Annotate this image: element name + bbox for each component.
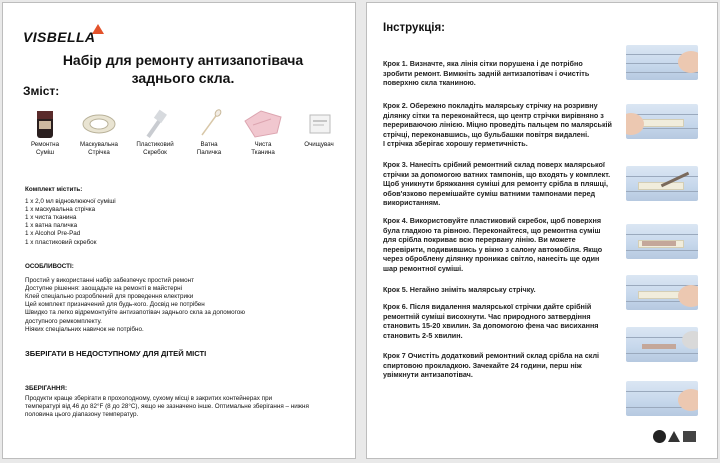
step-7 — [383, 351, 628, 380]
step-1 — [383, 59, 628, 88]
page-title — [23, 51, 343, 87]
step-3 — [383, 160, 628, 208]
cotton-swab-icon — [181, 107, 237, 139]
feature-item: Простий у використанні набір забезпечує простий ремонт — [25, 277, 194, 285]
step-1-line: зробити ремонт. Вимкніть задній антизапотівач і очистіть — [383, 68, 590, 78]
feature-item: Ніяких спеціальних навичок не потрібно. — [25, 325, 144, 333]
title-line-2: заднього скла. — [131, 70, 235, 86]
step-1-line: Крок 1. Визначте, яка лінія сітки порушена і де потрібно — [383, 59, 583, 68]
step-4-line: через оброблену ділянку проникає світло, нанесіть ще один — [383, 254, 600, 264]
kit-list-item: 1 x чиста тканина — [25, 214, 77, 222]
feature-item: доступного ремкомплекту. — [25, 317, 102, 325]
kit-label-5a: Чиста — [254, 141, 272, 148]
cleaner-pad-icon — [291, 107, 347, 139]
quality-badge-icon — [683, 431, 696, 442]
step-4-line: шар ремонтної суміші. — [383, 263, 464, 273]
step-2 — [383, 101, 628, 149]
step-4-line: для срібла покриває всю перервану лінію. Ви можете — [383, 235, 576, 245]
brand-logo — [23, 23, 103, 45]
kit-label-3a: Пластиковий — [136, 141, 174, 148]
kit-item-cleaner — [291, 107, 347, 149]
step-7-line: спиртовою прокладкою. Зачекайте 24 години, перш ніж — [383, 360, 582, 370]
step-4-photo — [626, 224, 698, 259]
scraper-icon — [127, 107, 183, 139]
step-6-line: становить 2-5 хвилин. — [383, 330, 463, 340]
step-3-photo — [626, 166, 698, 201]
features-heading: ОСОБЛИВОСТІ: — [25, 263, 74, 270]
logo-text: VISBELLA — [23, 29, 96, 45]
step-6-line: Крок 6. Після видалення малярської стрічки дайте срібній — [383, 302, 592, 311]
step-6-line: становить 15-20 хвилин. За допомогою фена час висихання — [383, 321, 599, 331]
step-3-line: Щоб уникнути бряжкання суміші для ремонту срібла в пляшці, — [383, 179, 608, 189]
step-7-line: Крок 7 Очистіть додатковий ремонтний склад срібла на склі — [383, 351, 600, 360]
cloth-icon — [235, 107, 291, 139]
kit-label-1b: Суміш — [35, 148, 55, 156]
kit-list-item: 1 x маскувальна стрічка — [25, 206, 96, 214]
kit-contents-section — [25, 186, 345, 247]
kit-label-1a: Ремонтна — [30, 141, 60, 148]
kit-item-cloth — [235, 107, 291, 156]
kit-item-masking-tape — [71, 107, 127, 156]
features-section — [25, 263, 345, 334]
step-5-line: Крок 5. Негайно зніміть малярську стрічку. — [383, 285, 536, 294]
tape-roll-icon — [71, 107, 127, 139]
feature-item: Доступне рішення: заощадьте на ремонті в майстерні — [25, 285, 183, 293]
step-4-line: була гладкою та рівною. Переконайтеся, що ремонтна суміш — [383, 225, 601, 235]
step-2-line: стрічці, переконавшись, що бульбашки повітря видалені. — [383, 129, 590, 139]
kit-list-item: 1 x ватна паличка — [25, 222, 78, 230]
step-2-line: Крок 2. Обережно покладіть малярську стрічку на розривну — [383, 101, 598, 110]
storage-line: температурі від 46 до 82°F (8 до 28°C), якщо не зазначено інше. Оптимальне зберігання – нижня — [25, 403, 309, 411]
instructions-heading: Інструкція: — [383, 22, 445, 34]
step-6 — [383, 302, 628, 340]
iso-badge-icon — [653, 430, 666, 443]
kit-item-plastic-scraper — [127, 107, 183, 156]
step-5-photo — [626, 275, 698, 310]
storage-heading: ЗБЕРІГАННЯ: — [25, 385, 68, 392]
step-2-line: перериваючою лінією. Міцно проведіть пальцем по малярській — [383, 120, 612, 130]
kit-label-3b: Скребок — [143, 148, 167, 156]
feature-item: Цей комплект призначений для будь-кого. Досвід не потрібен — [25, 301, 205, 309]
step-2-line: І стрічка зберігає хорошу герметичність. — [383, 139, 528, 149]
feature-item: Клей спеціально розроблений для проведення електрики — [25, 293, 194, 301]
kit-label-5b: Тканина — [251, 148, 275, 156]
kit-contents-heading: Комплект містить: — [25, 186, 83, 193]
right-page — [366, 2, 718, 459]
step-3-line: Крок 3. Нанесіть срібний ремонтний склад поверх малярської — [383, 160, 605, 169]
bottle-icon — [17, 107, 73, 139]
child-safety-warning: ЗБЕРІГАТИ В НЕДОСТУПНОМУ ДЛЯ ДІТЕЙ МІСТІ — [25, 349, 207, 358]
kit-label-6a: Очищувач — [304, 141, 334, 148]
step-4-line: Крок 4. Використовуйте пластиковий скребок, щоб поверхня — [383, 216, 602, 225]
step-5 — [383, 285, 628, 295]
kit-list-item: 1 x 2,0 мл відновлюючої суміші — [25, 198, 116, 206]
step-3-line: використанням. — [383, 198, 441, 208]
recycle-badge-icon — [668, 431, 680, 442]
step-1-photo — [626, 45, 698, 80]
storage-section — [25, 385, 345, 419]
storage-line: Продукти краще зберігати в прохолодному, сухому місці в закритих контейнерах при — [25, 395, 273, 403]
step-3-line: обов'язково перемішайте суміш ватними тампонами перед — [383, 188, 596, 198]
kit-item-cotton-swab — [181, 107, 237, 156]
kit-label-4a: Ватна — [200, 141, 218, 148]
kit-label-2a: Маскувальна — [80, 141, 118, 148]
kit-label-2b: Стрічка — [88, 148, 110, 156]
step-7-line: увімкнути антизапотівач. — [383, 370, 473, 380]
contents-heading: Зміст: — [23, 84, 60, 98]
kit-list-item: 1 x пластиковий скребок — [25, 238, 97, 246]
certification-badges — [653, 430, 699, 444]
step-3-line: стрічки за допомогою ватних тампонів, що входять у комплект. — [383, 169, 611, 179]
step-7-photo — [626, 381, 698, 416]
step-2-photo — [626, 104, 698, 139]
step-6-line: ремонтній суміші висохнути. Час природного затвердіння — [383, 311, 591, 321]
step-2-line: ділянку сітки та переконайтеся, що центр стрічки вирівняно з — [383, 110, 604, 120]
left-page — [2, 2, 356, 459]
storage-line: половина цього діапазону температур. — [25, 411, 139, 419]
step-4-line: перевірити, подивившись у вікно з салону автомобіля. Якщо — [383, 244, 603, 254]
title-line-1: Набір для ремонту антизапотівача — [62, 52, 304, 68]
kit-item-repair-compound — [17, 107, 73, 156]
step-4 — [383, 216, 628, 274]
feature-item: Швидко та легко відремонтуйте антизапотівач заднього скла за допомогою — [25, 309, 245, 317]
logo-triangle-icon — [92, 24, 104, 34]
kit-list-item: 1 x Alcohol Pre-Pad — [25, 230, 81, 238]
step-6-photo — [626, 327, 698, 362]
kit-label-4b: Паличка — [196, 148, 222, 156]
kit-items — [17, 107, 347, 163]
step-1-line: поверхню скла тканиною. — [383, 78, 476, 88]
